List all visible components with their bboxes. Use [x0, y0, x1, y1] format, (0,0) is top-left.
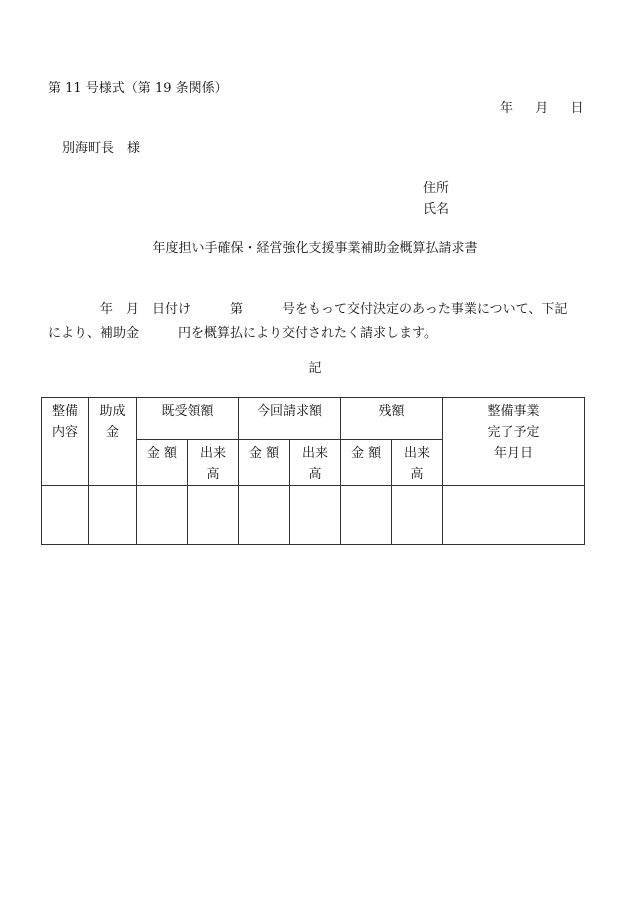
header-this-request: 今回請求額: [239, 398, 341, 440]
header-completion: 整備事業 完了予定 年月日: [443, 398, 585, 486]
body-line-2: により、補助金 円を概算払により交付されたく請求します。: [48, 326, 437, 341]
table-cell-empty[interactable]: [42, 486, 89, 545]
addressee: 別海町長 様: [62, 141, 141, 156]
form-number: 第 11 号様式（第 19 条関係）: [48, 81, 228, 96]
subheader-output: 出来 高: [392, 440, 443, 486]
table-cell-empty[interactable]: [137, 486, 188, 545]
subheader-amount: 金 額: [239, 440, 290, 486]
table-cell-empty[interactable]: [188, 486, 239, 545]
address-label: 住所: [423, 181, 450, 196]
table-cell-empty[interactable]: [392, 486, 443, 545]
date-day-label: 日: [570, 101, 584, 116]
date-line: [500, 100, 584, 118]
header-subsidy: 助成 金: [89, 398, 137, 486]
table-cell-empty[interactable]: [239, 486, 290, 545]
name-label: 氏名: [423, 202, 450, 217]
body-text: [48, 298, 588, 346]
subheader-amount: 金 額: [341, 440, 392, 486]
table-cell-empty[interactable]: [341, 486, 392, 545]
table-cell-empty[interactable]: [89, 486, 137, 545]
document-title: 年度担い手確保・経営強化支援事業補助金概算払請求書: [152, 241, 478, 256]
date-month-label: 月: [535, 101, 549, 116]
header-content: 整備 内容: [42, 398, 89, 486]
subheader-amount: 金 額: [137, 440, 188, 486]
table-cell-empty[interactable]: [443, 486, 585, 545]
table-cell-empty[interactable]: [290, 486, 341, 545]
subheader-output: 出来 高: [290, 440, 341, 486]
date-year-label: 年: [500, 101, 514, 116]
subheader-output: 出来 高: [188, 440, 239, 486]
request-table: [41, 397, 585, 545]
ki-label: 記: [308, 361, 322, 376]
header-received: 既受領額: [137, 398, 239, 440]
body-line-1: 年 月 日付け 第 号をもって交付決定のあった事業について、下記: [100, 302, 568, 317]
header-remaining: 残額: [341, 398, 443, 440]
